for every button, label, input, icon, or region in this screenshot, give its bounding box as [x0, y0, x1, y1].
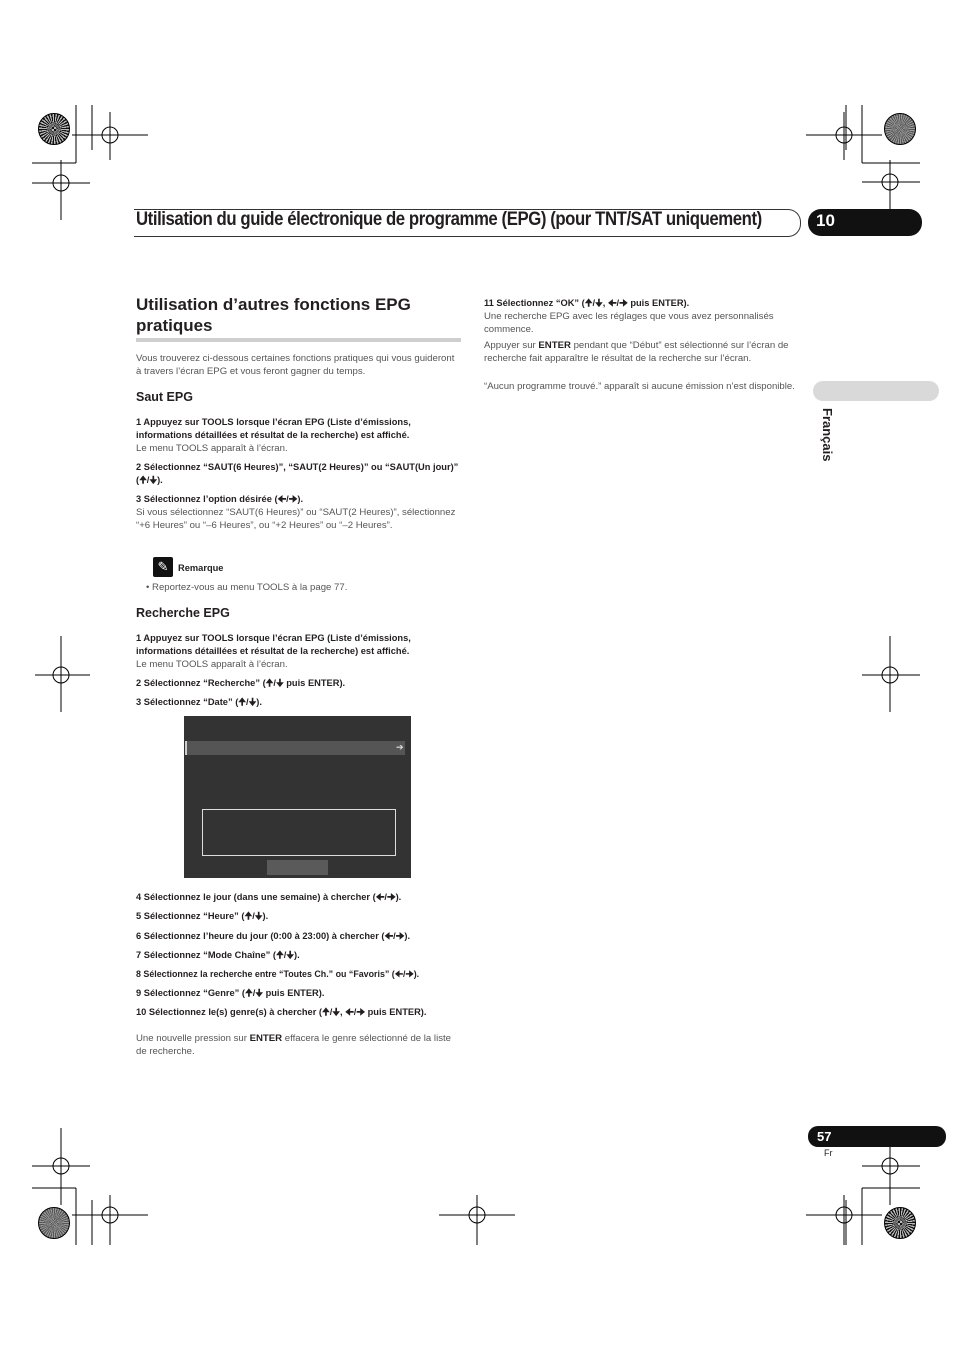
step-10-body-start: Une nouvelle pression sur [136, 1033, 250, 1044]
recherche-step-6: 6 Sélectionnez l’heure du jour (0:00 à 23:00) à chercher (🠈/🠊). [136, 931, 411, 941]
recherche-step-5: 5 Sélectionnez “Heure” (🠉/🠋). [136, 911, 269, 921]
recherche-step-3: 3 Sélectionnez “Date” (🠉/🠋). [136, 697, 262, 707]
step-10-body-enter: ENTER [249, 1033, 283, 1044]
recherche-step-8: 8 Sélectionnez la recherche entre “Toutes Ch.” ou “Favoris” (🠈/🠊). [136, 969, 420, 979]
page-number: 57 [817, 1129, 832, 1144]
recherche-step-4: 4 Sélectionnez le jour (dans une semaine) à chercher (🠈/🠊). [136, 892, 402, 902]
note-body: • Reportez-vous au menu TOOLS à la page 77. [146, 582, 348, 593]
note-label: Remarque [178, 563, 224, 573]
note-pencil-icon: ✎ [153, 557, 173, 577]
recherche-step-1: 1 Appuyez sur TOOLS lorsque l’écran EPG (Liste d’émissions, informations détaillées et résultat de la recherche) est affiché. [136, 633, 411, 656]
recherche-step-9: 9 Sélectionnez “Genre” (🠉/🠋 puis ENTER). [136, 988, 325, 998]
recherche-step-10: 10 Sélectionnez le(s) genre(s) à chercher (🠉/🠋, 🠈/🠊 puis ENTER). [136, 1007, 427, 1017]
saut-step-2: 2 Sélectionnez “SAUT(6 Heures)”, “SAUT(2 Heures)” ou “SAUT(Un jour)” (🠉/🠋). [136, 462, 459, 485]
recherche-heading: Recherche EPG [136, 606, 230, 620]
step-11-body-2 [484, 339, 809, 365]
section-rule [136, 338, 461, 342]
recherche-step-1-body: Le menu TOOLS apparaît à l’écran. [136, 659, 288, 670]
page-lang-code: Fr [824, 1148, 833, 1158]
language-label: Français [820, 408, 835, 462]
chapter-number: 10 [816, 211, 835, 230]
screen-info-box [202, 809, 396, 856]
recherche-step-7: 7 Sélectionnez “Mode Chaîne” (🠉/🠋). [136, 950, 300, 960]
step-11-body-3: “Aucun programme trouvé.” apparaît si aucune émission n’est disponible. [484, 381, 795, 392]
language-tab [813, 381, 939, 401]
saut-step-1: 1 Appuyez sur TOOLS lorsque l’écran EPG (Liste d’émissions, informations détaillées et résultat de la recherche) est affiché. [136, 417, 411, 440]
page-title: Utilisation du guide électronique de programme (EPG) (pour TNT/SAT uniquement) [136, 208, 762, 230]
step-11: 11 Sélectionnez “OK” (🠉/🠋, 🠈/🠊 puis ENTER). [484, 298, 690, 308]
p2-start: Appuyer sur [484, 340, 539, 351]
saut-step-3: 3 Sélectionnez l’option désirée (🠈/🠊). [136, 494, 304, 504]
saut-step-1-body: Le menu TOOLS apparaît à l’écran. [136, 443, 288, 454]
step-10-body-end: effacera le genre sélectionné de la liste de recherche. [136, 1033, 451, 1057]
recherche-step-2: 2 Sélectionnez “Recherche” (🠉/🠋 puis ENTER). [136, 678, 346, 688]
intro-text: Vous trouverez ci-dessous certaines fonctions pratiques qui vous guideront à travers l’écran EPG et vous feront gagner du temps. [136, 353, 455, 377]
step-11-body-1: Une recherche EPG avec les réglages que vous avez personnalisés commence. [484, 311, 774, 335]
recherche-step-10-body [136, 1032, 461, 1058]
p2-enter: ENTER [538, 340, 571, 351]
screen-highlight-row [186, 741, 405, 755]
screen-button [267, 860, 328, 875]
screen-cursor [185, 741, 187, 755]
screen-arrow-icon: ➔ [396, 742, 404, 752]
p2-end: pendant que “Début” est sélectionné sur l’écran de recherche fait apparaître le résultat de la recherche sur l’écran. [484, 340, 789, 364]
section-title: Utilisation d’autres fonctions EPG pratiques [136, 295, 411, 335]
saut-heading: Saut EPG [136, 390, 193, 404]
saut-step-3-body: Si vous sélectionnez “SAUT(6 Heures)” ou “SAUT(2 Heures)”, sélectionnez “+6 Heures” ou “–6 Heures”, ou “+2 Heures” ou “–2 Heures”. [136, 507, 456, 531]
